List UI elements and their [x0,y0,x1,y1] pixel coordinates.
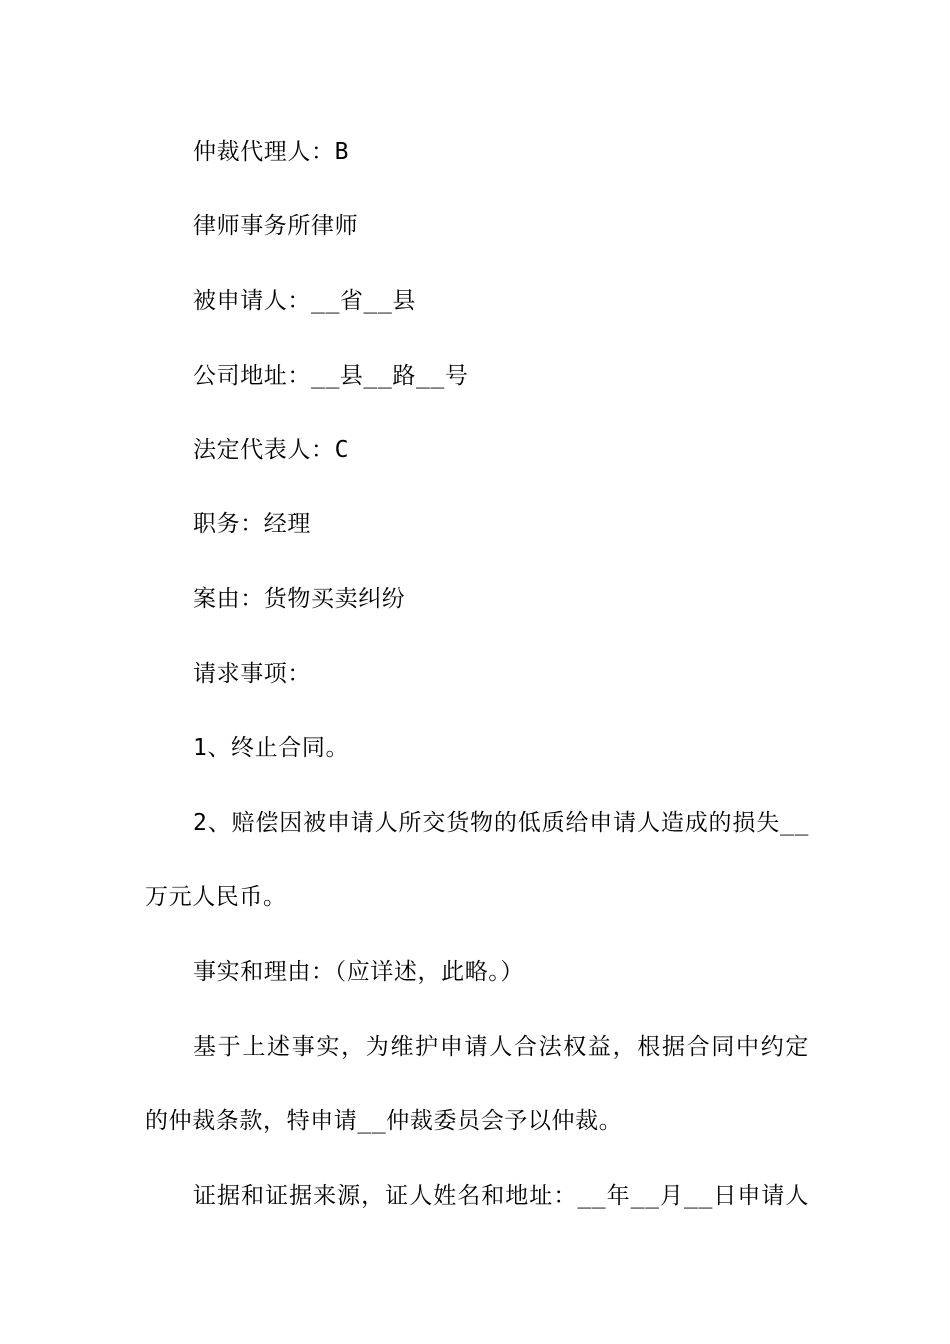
evidence-line: 证据和证据来源，证人姓名和地址：__年__月__日申请人 [193,1183,809,1209]
basis-paragraph-line-1: 基于上述事实，为维护申请人合法权益，根据合同中约定 [193,1034,809,1060]
basis-paragraph-line-2: 的仲裁条款，特申请__仲裁委员会予以仲裁。 [145,1108,623,1134]
claim-item-2-line-2: 万元人民币。 [145,884,287,910]
facts-reasons-line: 事实和理由：（应详述，此略。） [193,959,524,985]
claims-heading: 请求事项： [193,661,311,687]
respondent-line: 被申请人：__省__县 [193,288,416,314]
claim-item-2-line-1: 2、赔偿因被申请人所交货物的低质给申请人造成的损失__ [193,810,809,836]
company-address-line: 公司地址：__县__路__号 [193,363,469,389]
position-line: 职务：经理 [193,511,311,537]
legal-representative-line: 法定代表人：C [193,437,350,463]
law-firm-line: 律师事务所律师 [193,213,359,239]
claim-item-1: 1、终止合同。 [193,735,350,761]
arbitration-agent-line: 仲裁代理人：B [193,139,350,165]
case-cause-line: 案由：货物买卖纠纷 [193,586,406,612]
